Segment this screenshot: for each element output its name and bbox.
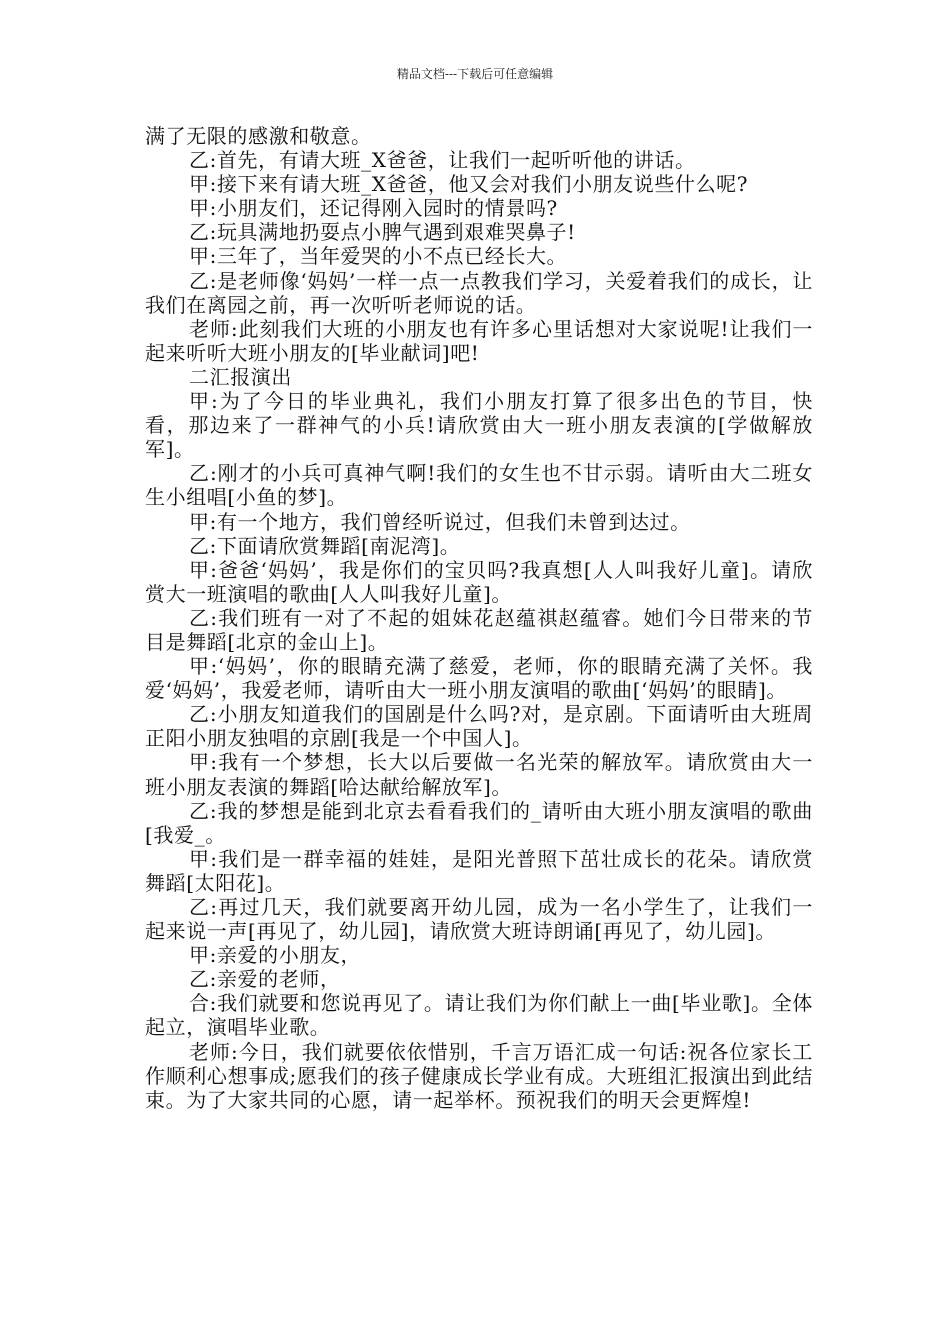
paragraph: 乙:我的梦想是能到北京去看看我们的_请听由大班小朋友演唱的歌曲[我爱_。 [145,798,813,847]
paragraph: 甲:爸爸‘妈妈’，我是你们的宝贝吗?我真想[人人叫我好儿童]。请欣赏大一班演唱的歌曲[人人叫我好儿童]。 [145,557,813,606]
paragraph: 甲:亲爱的小朋友， [189,943,362,968]
paragraph: 乙:玩具满地扔耍点小脾气遇到艰难哭鼻子! [189,220,576,245]
paragraph: 乙:小朋友知道我们的国剧是什么吗?对，是京剧。下面请听由大班周正阳小朋友独唱的京剧[我是一个中国人]。 [145,702,813,751]
paragraph: 甲:我有一个梦想，长大以后要做一名光荣的解放军。请欣赏由大一班小朋友表演的舞蹈[哈达献给解放军]。 [145,750,813,799]
paragraph: 满了无限的感激和敬意。 [145,124,372,148]
paragraph: 乙:再过几天，我们就要离开幼儿园，成为一名小学生了，让我们一起来说一声[再见了，幼儿园]，请欣赏大班诗朗诵[再见了，幼儿园]。 [145,895,813,944]
paragraph: 甲:‘妈妈’，你的眼睛充满了慈爱，老师，你的眼睛充满了关怀。我爱‘妈妈’，我爱老师，请听由大一班小朋友演唱的歌曲[‘妈妈’的眼睛]。 [145,654,813,703]
paragraph: 合:我们就要和您说再见了。请让我们为你们献上一曲[毕业歌]。全体起立，演唱毕业歌。 [145,991,813,1040]
document-body [145,124,813,1112]
page-header: 精品文档---下载后可任意编辑 [396,67,554,81]
paragraph: 乙:刚才的小兵可真神气啊!我们的女生也不甘示弱。请听由大二班女生小组唱[小鱼的梦]。 [145,461,813,510]
paragraph: 乙:亲爱的老师， [189,967,341,992]
paragraph: 乙:首先，有请大班_X爸爸，让我们一起听听他的讲话。 [189,148,696,173]
paragraph: 甲:有一个地方，我们曾经听说过，但我们未曾到达过。 [189,509,691,534]
section-heading: 二汇报演出 [189,364,292,389]
paragraph: 老师:今日，我们就要依依惜别，千言万语汇成一句话:祝各位家长工作顺利心想事成;愿我们的孩子健康成长学业有成。大班组汇报演出到此结束。为了大家共同的心愿，请一起举杯。预祝我们的明天会更辉煌! [145,1039,813,1112]
paragraph: 甲:三年了，当年爱哭的小不点已经长大。 [189,244,568,269]
paragraph: 老师:此刻我们大班的小朋友也有许多心里话想对大家说呢!让我们一起来听听大班小朋友的[毕业献词]吧! [145,316,813,365]
paragraph: 甲:为了今日的毕业典礼，我们小朋友打算了很多出色的节目，快看，那边来了一群神气的小兵!请欣赏由大一班小朋友表演的[学做解放军]。 [145,389,813,462]
paragraph: 甲:小朋友们，还记得刚入园时的情景吗? [189,196,558,221]
paragraph: 乙:是老师像‘妈妈’一样一点一点教我们学习，关爱着我们的成长，让我们在离园之前，再一次听听老师说的话。 [145,268,813,317]
paragraph: 乙:下面请欣赏舞蹈[南泥湾]。 [189,533,461,558]
paragraph: 甲:接下来有请大班_X爸爸，他又会对我们小朋友说些什么呢? [189,172,749,197]
paragraph: 甲:我们是一群幸福的娃娃，是阳光普照下茁壮成长的花朵。请欣赏舞蹈[太阳花]。 [145,846,813,895]
paragraph: 乙:我们班有一对了不起的姐妹花赵蕴祺赵蕴睿。她们今日带来的节目是舞蹈[北京的金山上]。 [145,605,813,654]
